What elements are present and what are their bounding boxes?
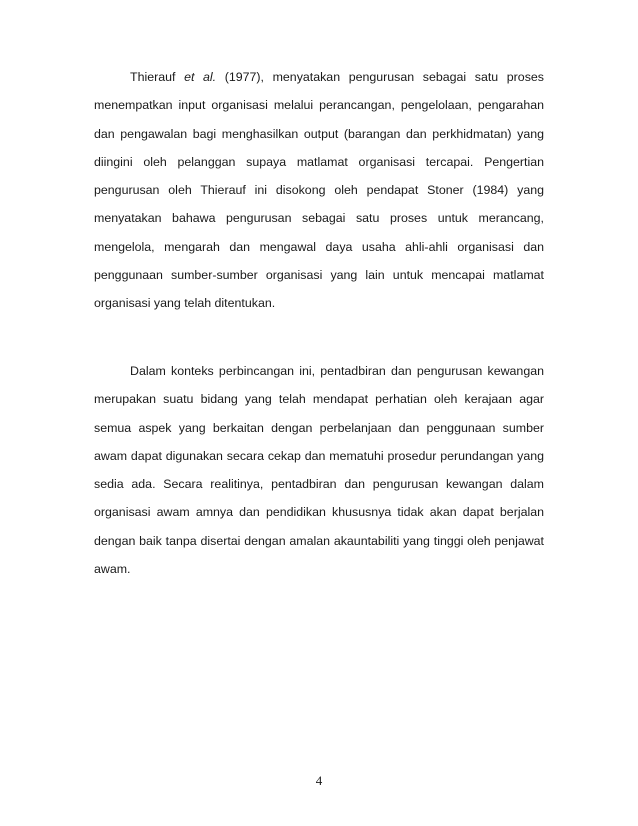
paragraph-management-definition: [94, 63, 544, 318]
paragraph-financial-administration: [94, 357, 544, 583]
et-al-italic: et al.: [184, 70, 217, 84]
author-name: Thierauf: [130, 70, 185, 84]
page-number: 4: [315, 773, 323, 788]
paragraph-2-body: Dalam konteks perbincangan ini, pentadbiran dan pengurusan kewangan merupakan suatu bidang yang telah mendapat perhatian oleh kerajaan agar semua aspek yang berkaitan dengan perbelanjaan dan penggunaan sumber awam dapat digunakan secara cekap dan mematuhi prosedur perundangan yang sedia ada. Secara realitinya, pentadbiran dan pengurusan kewangan dalam organisasi awam amnya dan pendidikan khususnya tidak akan dapat berjalan dengan baik tanpa disertai dengan amalan akauntabiliti yang tinggi oleh penjawat awam.: [94, 364, 544, 577]
paragraph-1-body: (1977), menyatakan pengurusan sebagai satu proses menempatkan input organisasi melalui perancangan, pengelolaan, pengarahan dan pengawalan bagi menghasilkan output (barangan dan perkhidmatan) yang diingini oleh pelanggan supaya matlamat organisasi tercapai. Pengertian pengurusan oleh Thierauf ini disokong oleh pendapat Stoner (1984) yang menyatakan bahawa pengurusan sebagai satu proses untuk merancang, mengelola, mengarah dan mengawal daya usaha ahli-ahli organisasi dan penggunaan sumber-sumber organisasi yang lain untuk mencapai matlamat organisasi yang telah ditentukan.: [94, 70, 544, 311]
